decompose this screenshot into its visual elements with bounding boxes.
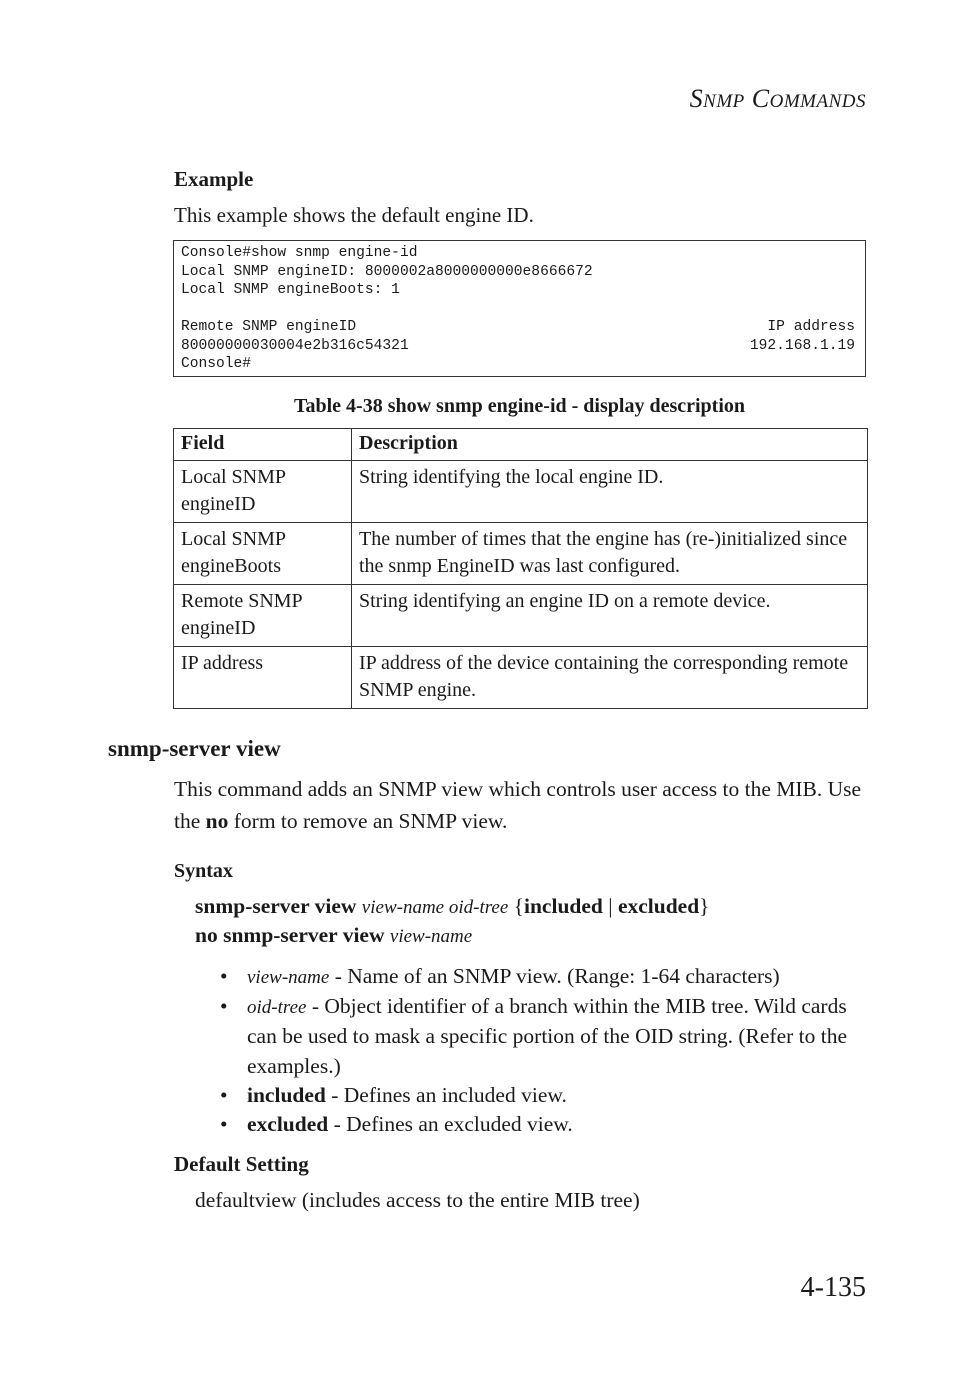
example-text: This example shows the default engine ID. xyxy=(174,203,534,227)
code-line: Remote SNMP engineID IP address xyxy=(181,319,855,335)
running-header: SNMP COMMANDS xyxy=(689,84,866,113)
parameter-item: • view-name - Name of an SNMP view. (Range: 1-64 characters) xyxy=(220,962,860,992)
table-header-row xyxy=(174,429,868,461)
table-cell-field: Remote SNMP engineID xyxy=(174,585,352,647)
table-row xyxy=(174,523,868,585)
page-number: 4-135 xyxy=(800,1272,866,1303)
code-line: Local SNMP engineBoots: 1 xyxy=(181,282,400,298)
command-heading: snmp-server view xyxy=(108,736,281,761)
table-cell-field: Local SNMP engineID xyxy=(174,461,352,523)
table-row xyxy=(174,647,868,709)
description-table xyxy=(173,428,868,709)
table-cell-field: IP address xyxy=(174,647,352,709)
parameter-list xyxy=(220,962,860,1139)
example-heading: Example xyxy=(174,167,254,191)
table-caption: Table 4-38 show snmp engine-id - display description xyxy=(293,395,745,417)
syntax-line: snmp-server view view-name oid-tree {included | excluded} xyxy=(195,894,710,918)
code-line: 80000000030004e2b316c54321 192.168.1.19 xyxy=(181,337,855,354)
table-row xyxy=(174,585,868,647)
table-cell-description: String identifying the local engine ID. xyxy=(352,461,868,523)
table-cell-description: The number of times that the engine has (re-)initialized since the snmp EngineID was last configured. xyxy=(352,523,868,585)
code-line: Console#show snmp engine-id xyxy=(181,245,418,261)
parameter-item: • oid-tree - Object identifier of a branch within the MIB tree. Wild cards can be used to mask a specific portion of the OID string. (Refer to the examples.) xyxy=(220,992,860,1081)
parameter-item: • excluded - Defines an excluded view. xyxy=(220,1110,860,1139)
table-cell-description: String identifying an engine ID on a remote device. xyxy=(352,585,868,647)
field-column-header: Field xyxy=(174,429,352,461)
table-cell-description: IP address of the device containing the corresponding remote SNMP engine. xyxy=(352,647,868,709)
default-setting-heading: Default Setting xyxy=(174,1152,309,1176)
syntax-line-no-form: no snmp-server view view-name xyxy=(195,923,473,947)
code-example xyxy=(173,240,866,377)
table-row xyxy=(174,461,868,523)
syntax-heading: Syntax xyxy=(174,860,233,882)
code-line: Local SNMP engineID: 8000002a8000000000e8666672 xyxy=(181,263,593,280)
code-line-blank xyxy=(181,300,855,319)
parameter-item: • included - Defines an included view. xyxy=(220,1081,860,1110)
code-line: Console# xyxy=(181,356,252,372)
command-description: This command adds an SNMP view which controls user access to the MIB. Use the no form to remove an SNMP view. xyxy=(174,777,862,833)
default-setting-text: defaultview (includes access to the entire MIB tree) xyxy=(195,1188,640,1212)
description-column-header: Description xyxy=(352,429,868,461)
table-cell-field: Local SNMP engineBoots xyxy=(174,523,352,585)
